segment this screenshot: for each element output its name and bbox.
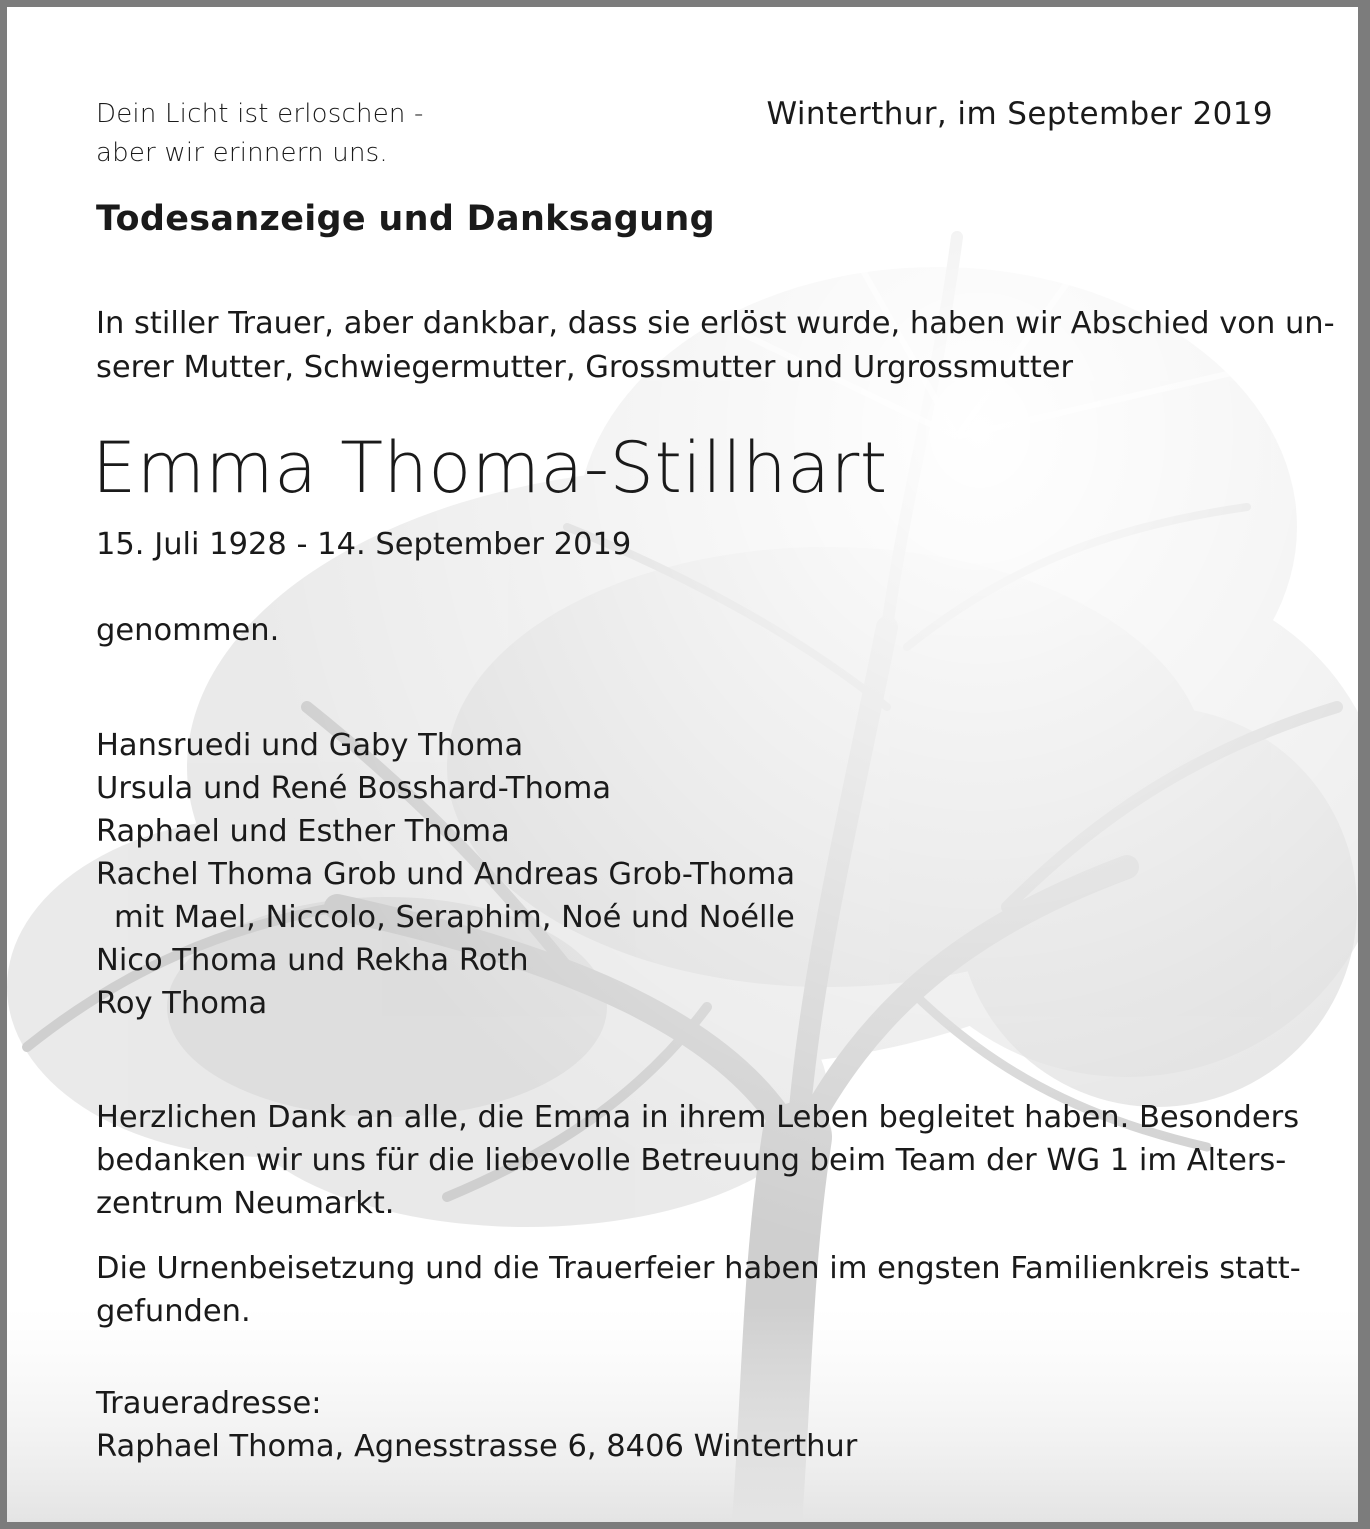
family-member: Ursula und René Bosshard-Thoma xyxy=(96,771,612,806)
thanks-line: bedanken wir uns für die liebevolle Betreuung beim Team der WG 1 im Alters- xyxy=(96,1143,1287,1178)
deceased-name: Emma Thoma-Stillhart xyxy=(92,427,888,509)
thanks-line: Herzlichen Dank an alle, die Emma in ihrem Leben begleitet haben. Besonders xyxy=(96,1100,1300,1135)
address-value: Raphael Thoma, Agnesstrasse 6, 8406 Winterthur xyxy=(96,1429,858,1464)
intro-line: In stiller Trauer, aber dankbar, dass sie erlöst wurde, haben wir Abschied von un- xyxy=(96,306,1335,341)
family-member: Hansruedi und Gaby Thoma xyxy=(96,728,524,763)
motto-line: aber wir erinnern uns. xyxy=(96,138,388,168)
thanks-line: zentrum Neumarkt. xyxy=(96,1186,395,1221)
intro-paragraph xyxy=(96,302,1335,390)
family-list xyxy=(96,724,795,1025)
life-dates: 15. Juli 1928 - 14. September 2019 xyxy=(96,527,632,562)
motto xyxy=(96,95,424,173)
family-member: Rachel Thoma Grob und Andreas Grob-Thoma xyxy=(96,857,796,892)
place-and-date: Winterthur, im September 2019 xyxy=(766,96,1273,132)
address-label: Traueradresse: xyxy=(96,1386,322,1421)
burial-line: gefunden. xyxy=(96,1294,251,1329)
family-member-children: mit Mael, Niccolo, Seraphim, Noé und Noélle xyxy=(114,900,795,935)
announcement-content xyxy=(7,7,1358,1522)
burial-line: Die Urnenbeisetzung und die Trauerfeier haben im engsten Familienkreis statt- xyxy=(96,1251,1301,1286)
closing-word: genommen. xyxy=(96,613,280,648)
intro-line: serer Mutter, Schwiegermutter, Grossmutter und Urgrossmutter xyxy=(96,350,1074,385)
family-member: Raphael und Esther Thoma xyxy=(96,814,510,849)
mourning-address xyxy=(96,1382,857,1468)
burial-paragraph xyxy=(96,1247,1301,1333)
family-member: Nico Thoma und Rekha Roth xyxy=(96,943,529,978)
family-member: Roy Thoma xyxy=(96,986,268,1021)
announcement-heading: Todesanzeige und Danksagung xyxy=(96,199,715,239)
motto-line: Dein Licht ist erloschen - xyxy=(96,99,424,129)
thanks-paragraph xyxy=(96,1096,1300,1225)
